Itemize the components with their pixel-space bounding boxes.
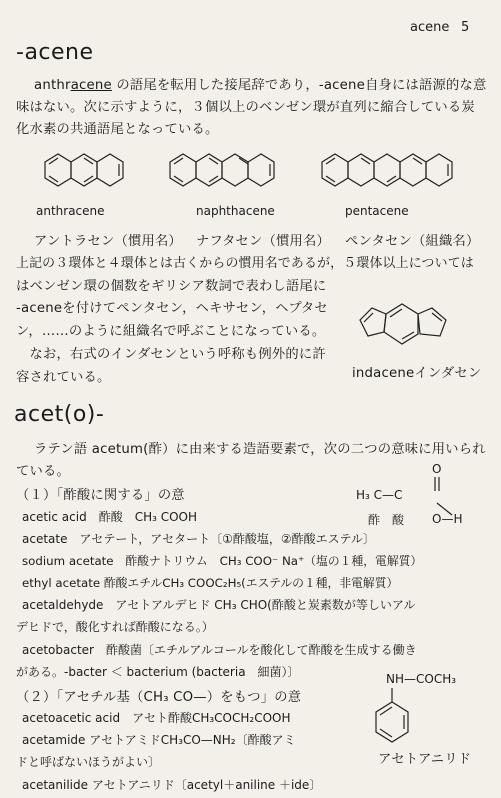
subsection-2-title: （２）「アセチル基（CH₃ CO—）をもつ」の意: [16, 690, 302, 705]
acene-paragraph2-line: 上記の３環体と４環体とは古くからの慣用名であるが，５環体以上については: [16, 256, 474, 271]
formula-caption: 酢 酸: [368, 513, 405, 527]
entry-line: acetic acid 酢酸 CH₃ COOH: [22, 510, 198, 524]
entry-line: acetobacter 酢酸菌〔エチルアルコールを酸化して酢酸を生成する働き: [22, 643, 417, 657]
structure-name-naphthacene: naphthacene: [196, 204, 275, 218]
section-heading-aceto: acet(o)-: [14, 402, 105, 427]
formula-right: O—H: [432, 512, 463, 526]
running-header-word: acene: [410, 20, 450, 35]
indacene-structure: [350, 290, 490, 360]
section-heading-acene: -acene: [16, 40, 94, 65]
acene-paragraph2-line: ン，……のように組織名で呼ぶことになっている。: [16, 324, 326, 339]
naphthacene-structure: [170, 154, 274, 186]
entry-line: acetate アセテート，アセタート〔①酢酸塩，②酢酸エステル〕: [22, 532, 375, 546]
subsection-1-title: （１）「酢酸に関する」の意: [16, 488, 185, 503]
acene-paragraph-line: anthracene の語尾を転用した接尾辞であり，-acene自身には語源的な意: [34, 78, 487, 93]
acene-paragraph2-line: なお，右式のインダセンという呼称も例外的に許: [16, 347, 326, 362]
entry-line: ethyl acetate 酢酸エチルCH₃ COOC₂H₅(エステルの１種，非電解質）: [22, 576, 399, 590]
entry2-line: ドと呼ばないほうがよい〕: [16, 755, 161, 769]
acene-structures-diagram: [0, 140, 501, 210]
pentacene-structure: [322, 154, 452, 186]
entry-line: sodium acetate 酢酸ナトリウム CH₃ COO⁻ Na⁺（塩の１種，電解質）: [22, 554, 423, 568]
acene-paragraph-line: 味はない。次に示すように，３個以上のベンゼン環が直列に縮合している炭: [16, 100, 475, 115]
entry-line: がある。-bacter ＜ bacterium (bacteria 細菌）〕: [16, 665, 300, 679]
structure-jp-pentacene: ペンタセン（組織名）: [345, 234, 480, 249]
acene-paragraph-line: 化水素の共通語尾となっている。: [16, 122, 219, 137]
entry2-line: acetanilide アセトアニリド〔acetyl＋aniline ＋ide〕: [22, 778, 322, 792]
underlined-word: acene: [70, 78, 112, 93]
structure-name-anthracene: anthracene: [36, 204, 105, 218]
anthracene-structure: [45, 154, 123, 186]
formula-left: H₃ C—C: [356, 488, 403, 502]
acene-paragraph2-line: はベンゼン環の個数をギリシア数詞で表わし語尾に: [16, 279, 327, 294]
entry-line: acetaldehyde アセトアルデヒド CH₃ CHO(酢酸と炭素数が等しいアル: [22, 598, 416, 612]
structure-jp-naphthacene: ナフタセン（慣用名）: [196, 234, 331, 249]
entry2-line: acetoacetic acid アセト酢酸CH₃COCH₂COOH: [22, 711, 291, 725]
entry2-line: acetamide アセトアミドCH₃CO—NH₂〔酢酸アミ: [22, 733, 296, 747]
acene-paragraph2-line: 容されている。: [16, 370, 111, 385]
page-number: 5: [461, 20, 470, 35]
aceto-intro-line: ている。: [16, 464, 70, 479]
structure-jp-anthracene: アントラセン（慣用名）: [34, 234, 182, 249]
indacene-label: indaceneインダセン: [352, 366, 482, 381]
formula-top-oxygen: O: [432, 462, 442, 476]
anilide-caption: アセトアニリド: [378, 752, 472, 767]
aceto-intro-line: ラテン語 acetum(酢）に由来する造語要素で，次の二つの意味に用いられ: [34, 442, 486, 457]
acene-paragraph2-line: -aceneを付けてペンタセン，ヘキサセン，ヘプタセ: [16, 301, 328, 316]
anilide-group-label: NH—COCH₃: [386, 672, 457, 686]
structure-name-pentacene: pentacene: [345, 204, 409, 218]
entry-line: デヒドで，酸化すれば酢酸になる。）: [16, 620, 214, 634]
